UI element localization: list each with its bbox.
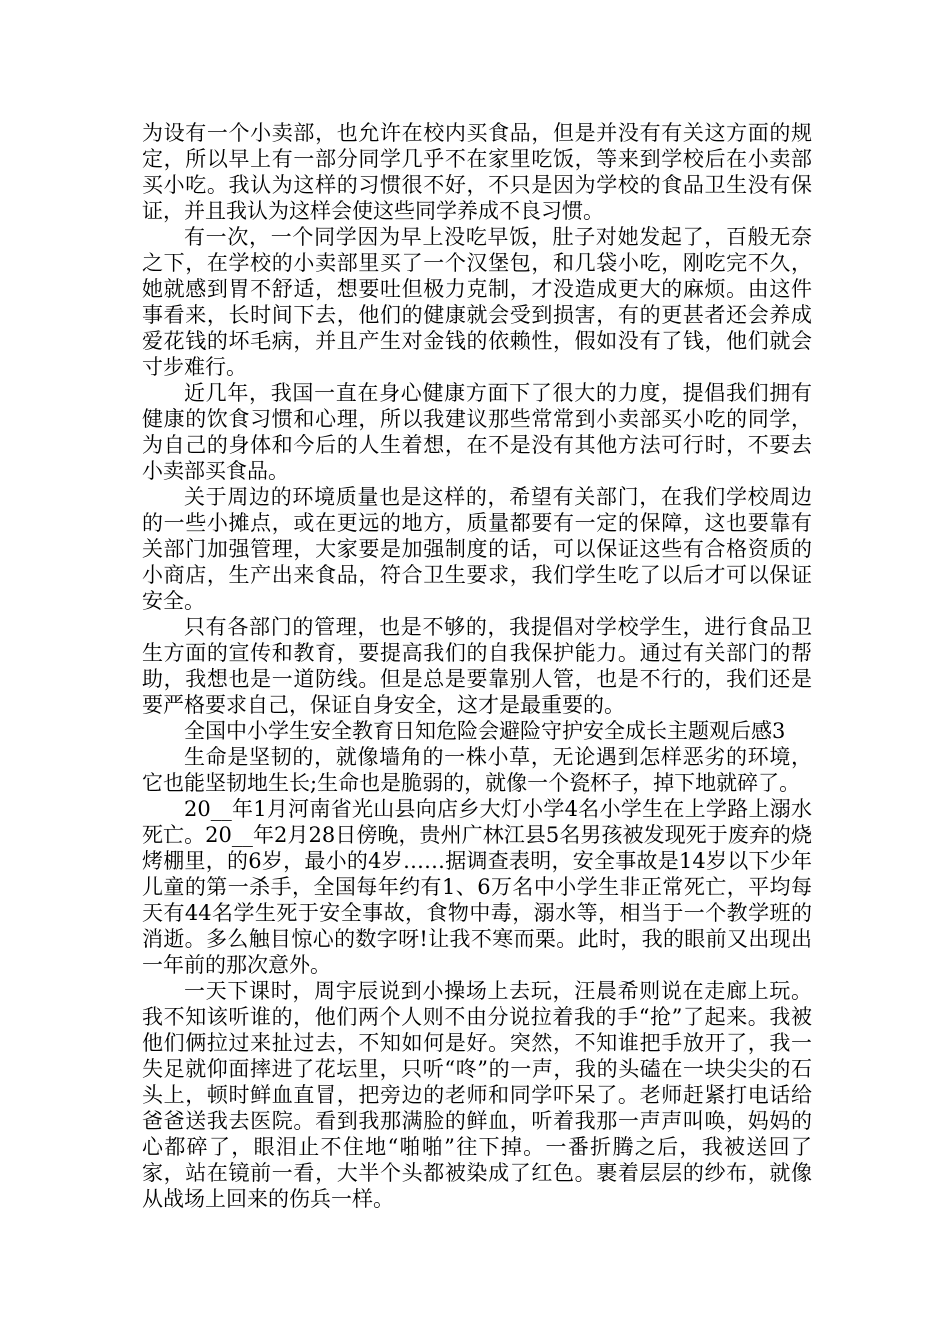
paragraph-8: 一天下课时，周宇辰说到小操场上去玩，汪晨希则说在走廊上玩。我不知该听谁的，他们两个人则不由分说拉着我的手“抢”了起来。我被他们俩拉过来扯过去，不知如何是好。突然，不知谁把手放开了，我一失足就仰面摔进了花坛里，只听“咚”的一声，我的头磕在一块尖尖的石头上，顿时鲜血直冒，把旁边的老师和同学吓呆了。老师赶紧打电话给爸爸送我去医院。看到我那满脸的鲜血，听着我那一声声叫唤，妈妈的心都碎了，眼泪止不住地“啪啪”往下掉。一番折腾之后，我被送回了家，站在镜前一看，大半个头都被染成了红色。裹着层层的纱布，就像从战场上回来的伤兵一样。 bbox=[142, 979, 812, 1211]
paragraph-7: 20__年1月河南省光山县向店乡大灯小学4名小学生在上学路上溺水死亡。20__年2月28日傍晚，贵州广林江县5名男孩被发现死于废弃的烧烤棚里，的6岁，最小的4岁……据调查表明，安全事故是14岁以下少年儿童的第一杀手，全国每年约有1、6万名中小学生非正常死亡，平均每天有44名学生死于安全事故，食物中毒，溺水等，相当于一个教学班的消逝。多么触目惊心的数字呀!让我不寒而栗。此时，我的眼前又出现出一年前的那次意外。 bbox=[142, 797, 812, 977]
paragraph-3: 近几年，我国一直在身心健康方面下了很大的力度，提倡我们拥有健康的饮食习惯和心理，所以我建议那些常常到小卖部买小吃的同学，为自己的身体和今后的人生着想，在不是没有其他方法可行时，不要去小卖部买食品。 bbox=[142, 381, 812, 483]
paragraph-4: 关于周边的环境质量也是这样的，希望有关部门，在我们学校周边的一些小摊点，或在更远的地方，质量都要有一定的保障，这也要靠有关部门加强管理，大家要是加强制度的话，可以保证这些有合格资质的小商店，生产出来食品，符合卫生要求，我们学生吃了以后才可以保证安全。 bbox=[142, 485, 812, 613]
document-body bbox=[142, 120, 812, 1212]
paragraph-5: 只有各部门的管理，也是不够的，我提倡对学校学生，进行食品卫生方面的宣传和教育，要提高我们的自我保护能力。通过有关部门的帮助，我想也是一道防线。但是总是要靠别人管，也是不行的，我们还是要严格要求自己，保证自身安全，这才是最重要的。 bbox=[142, 615, 812, 717]
paragraph-6: 生命是坚韧的，就像墙角的一株小草，无论遇到怎样恶劣的环境，它也能坚韧地生长;生命也是脆弱的，就像一个瓷杯子，掉下地就碎了。 bbox=[142, 745, 812, 795]
paragraph-1: 为设有一个小卖部，也允许在校内买食品，但是并没有有关这方面的规定，所以早上有一部分同学几乎不在家里吃饭，等来到学校后在小卖部买小吃。我认为这样的习惯很不好，不只是因为学校的食品卫生没有保证，并且我认为这样会使这些同学养成不良习惯。 bbox=[142, 121, 812, 223]
section-heading: 全国中小学生安全教育日知危险会避险守护安全成长主题观后感3 bbox=[184, 719, 786, 743]
paragraph-2: 有一次，一个同学因为早上没吃早饭，肚子对她发起了，百般无奈之下，在学校的小卖部里买了一个汉堡包，和几袋小吃，刚吃完不久，她就感到胃不舒适，想要吐但极力克制，才没造成更大的麻烦。由这件事看来，长时间下去，他们的健康就会受到损害，有的更甚者还会养成爱花钱的坏毛病，并且产生对金钱的依赖性，假如没有了钱，他们就会寸步难行。 bbox=[142, 225, 812, 379]
